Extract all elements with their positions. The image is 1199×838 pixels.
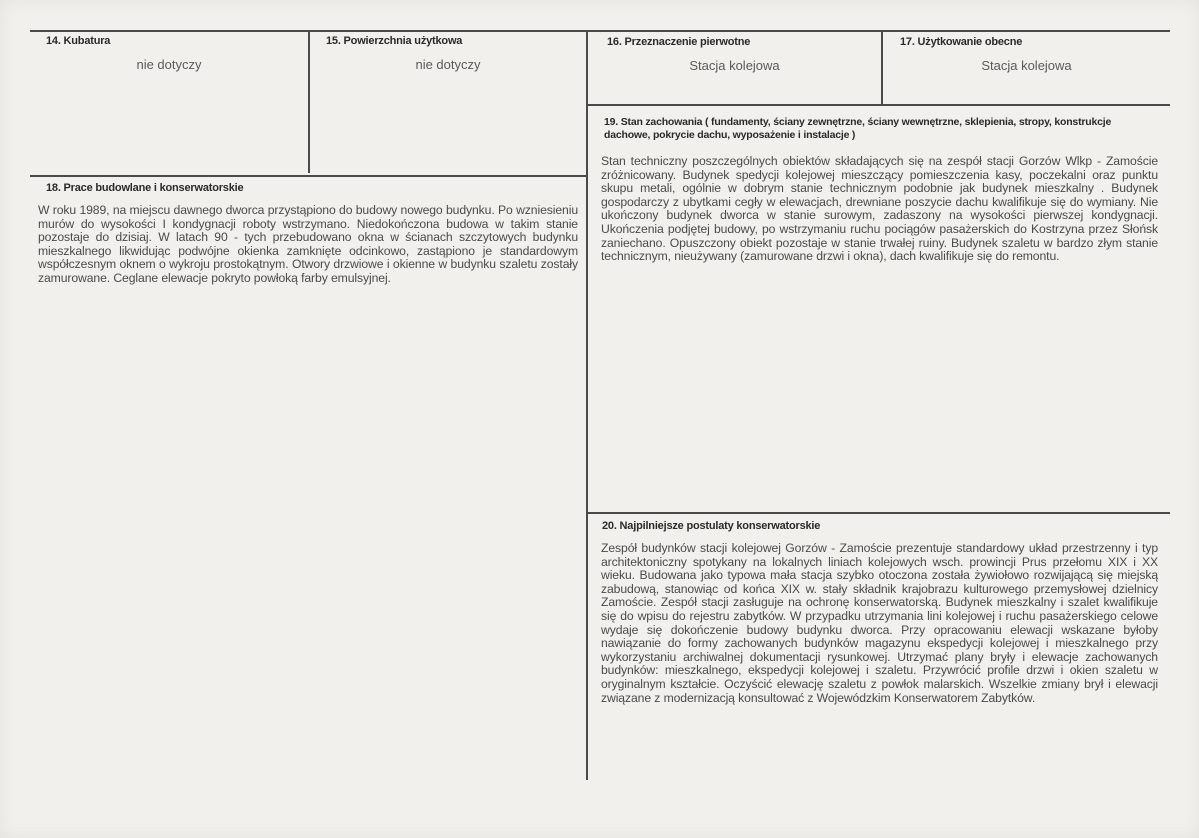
rule-above-18 — [30, 175, 586, 177]
top-rule-right — [588, 30, 1170, 32]
field-19-label: 19. Stan zachowania ( fundamenty, ściany zewnętrzne, ściany wewnętrzne, sklepienia, stropy, konstrukcje dachowe, pokrycie dachu, wyposażenie i instalacje ) — [604, 116, 1112, 141]
field-15-label: 15. Powierzchnia użytkowa — [326, 35, 463, 47]
field-17-label: 17. Użytkowanie obecne — [900, 36, 1023, 48]
field-17-value: Stacja kolejowa — [981, 58, 1072, 73]
field-15-value: nie dotyczy — [415, 57, 481, 72]
field-20-text: Zespół budynków stacji kolejowej Gorzów - Zamoście prezentuje standardowy układ przestrzenny i typ architektoniczny spotykany na lokalnych liniach kolejowych wsch. prowincji Prus przełomu XIX i XX wieku. Budowana jako typowa mała stacja szybko otoczona została żywiołowo rozwijającą się miejską zabudową, stanowiąc od końca XIX w. stały składnik krajobrazu kulturowego przemysłowej dzielnicy Zamoście. Zespół stacji zasługuje na ochronę konserwatorską. Budynek mieszkalny i szalet kwalifikuje się do wpisu do rejestru zabytków. W przypadku utrzymania lini kolejowej i ruchu pasażerskiego celowe wydaje się dokończenie budowy budynku dworca. Przy opracowaniu elewacji wskazane byłoby nawiązanie do formy zachowanych budynków magazynu ekspedycji kolejowej i mieszkalnego przy wykorzystaniu archiwalnej dokumentacji rysunkowej. Utrzymać plany bryły i elewacje zachowanych budynków: mieszkalnego, ekspedycji kolejowej i szaletu. Przywrócić profile drzwi i okien szaletu w oryginalnym kształcie. Oczyścić elewację szaletu z powłok malarskich. Wszelkie zmiany brył i elewacji związane z modernizacją konsultować z Wojewódzkim Konserwatorem Zabytków. — [601, 542, 1158, 705]
field-16-value: Stacja kolejowa — [689, 58, 780, 73]
divider-14-15 — [308, 30, 310, 173]
rule-under-16-17 — [588, 104, 1170, 106]
field-14-label: 14. Kubatura — [46, 35, 111, 47]
rule-above-20 — [588, 512, 1170, 514]
field-18-label: 18. Prace budowlane i konserwatorskie — [46, 182, 244, 194]
field-14-value: nie dotyczy — [136, 57, 202, 72]
field-18-text: W roku 1989, na miejscu dawnego dworca przystąpiono do budowy nowego budynku. Po wzniesieniu murów do wysokości I kondygnacji roboty wstrzymano. Niedokończona budowa w takim stanie pozostaje do dzisiaj. W latach 90 - tych przebudowano okna w ścianach szczytowych budynku mieszkalnego likwidując podwójne okienka zamknięte odcinkowo, zastąpiono je standardowym współczesnym oknem o wykroju prostokątnym. Otwory drzwiowe i okienne w budynku szaletu zostały zamurowane. Ceglane elewacje pokryto powłoką farby emulsyjnej. — [38, 203, 578, 285]
divider-main — [586, 30, 588, 780]
field-16-label: 16. Przeznaczenie pierwotne — [607, 36, 751, 48]
field-19-text: Stan techniczny poszczególnych obiektów składających się na zespół stacji Gorzów Wlkp - Zamoście zróżnicowany. Budynek spedycji kolejowej mieszczący pomieszczenia kasy, poczekalni oraz punktu skupu metali, ogólnie w dobrym stanie technicznym podobnie jak budynek mieszkalny . Budynek gospodarczy z ubytkami cegły w elewacjach, drewniane poszycie dachu kwalifikuje się do wymiany. Nie ukończony budynek dworca w stanie surowym, zadaszony na wysokości pierwszej kondygnacji. Ukończenia podjętej budowy, po wstrzymaniu ruchu pociągów pasażerskich do Kostrzyna przez Słońsk zaniechano. Opuszczony obiekt pozostaje w stanie trwałej ruiny. Budynek szaletu w bardzo złym stanie technicznym, nieużywany (zamurowane drzwi i okna), dach kwalifikuje się do remontu. — [601, 154, 1158, 264]
field-20-label: 20. Najpilniejsze postulaty konserwatorskie — [602, 520, 821, 532]
